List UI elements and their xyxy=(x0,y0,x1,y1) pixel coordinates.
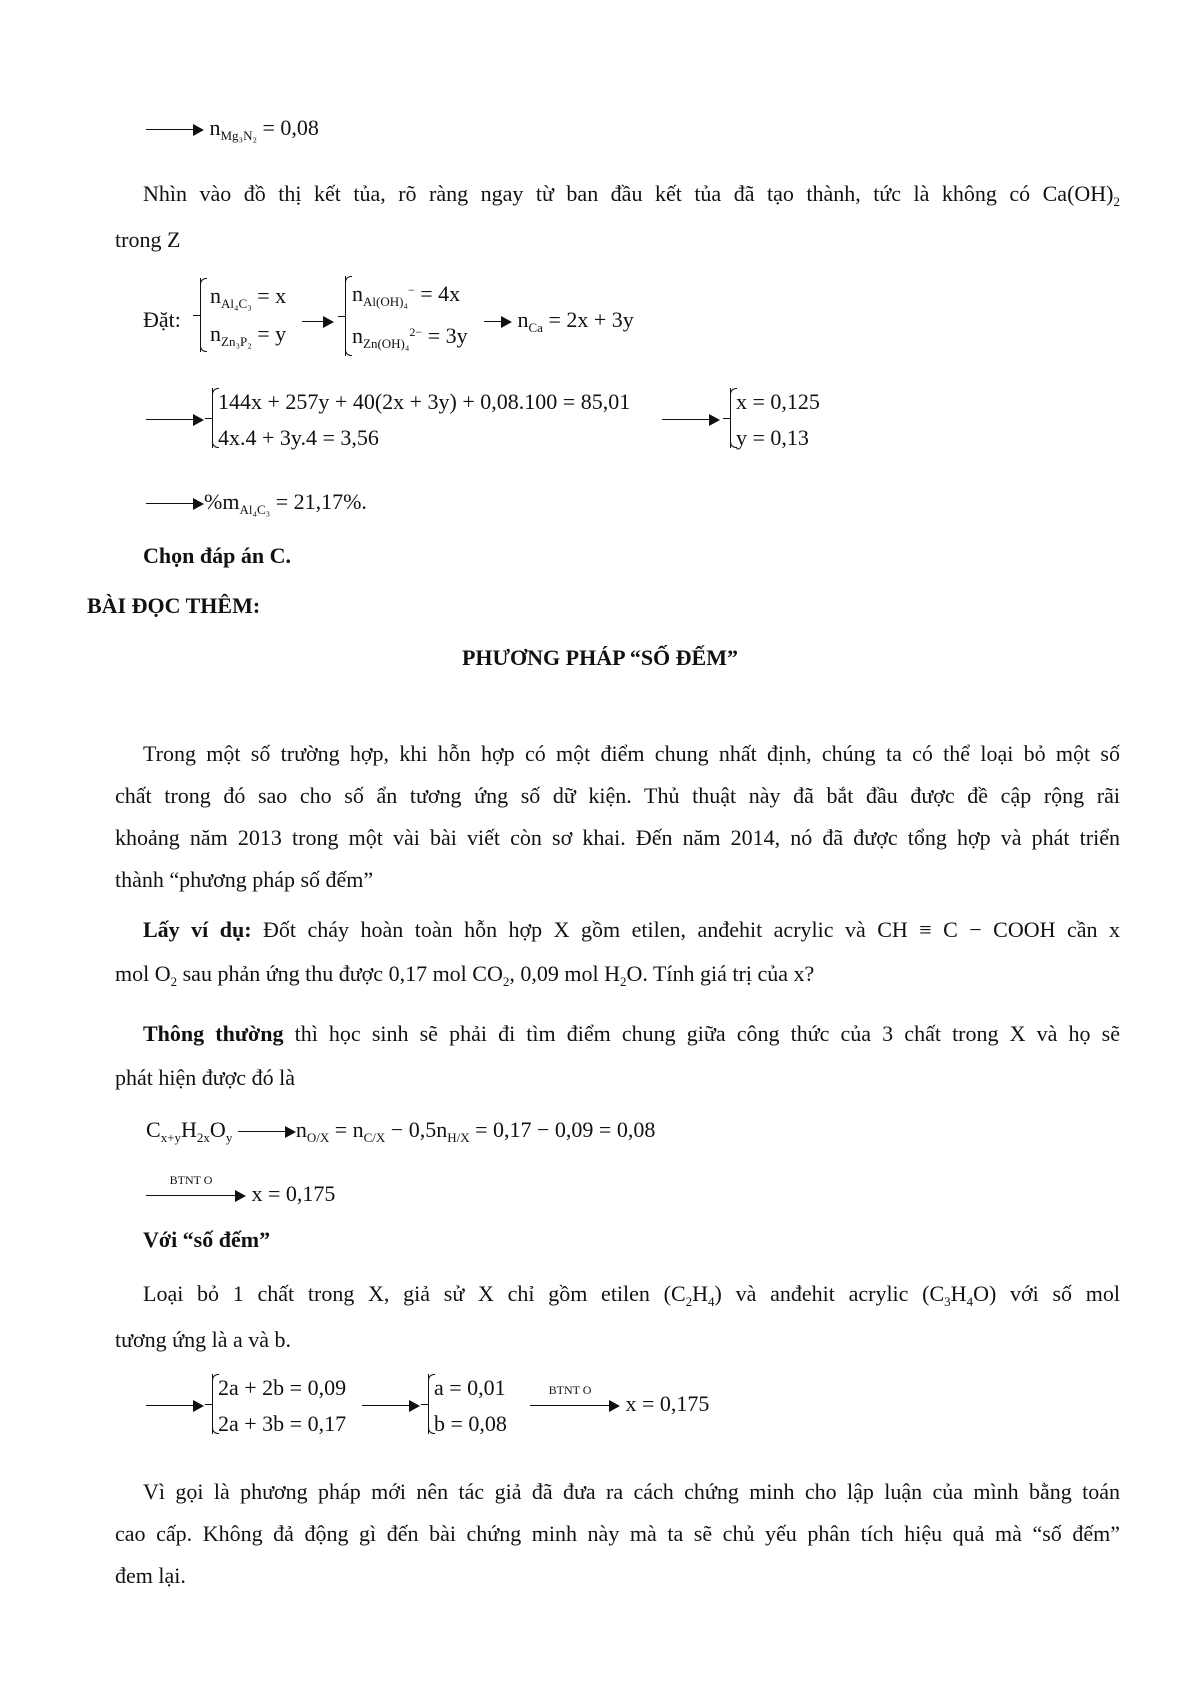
arrow-label: BTNT O xyxy=(548,1382,592,1397)
subscript: 2 xyxy=(620,974,627,989)
text: sau phản ứng thu được 0,17 mol CO xyxy=(177,961,503,986)
subscript: Al₄C₃ xyxy=(221,296,252,311)
text: − 0,5n xyxy=(390,1117,448,1142)
value: = 0,17 − 0,09 = 0,08 xyxy=(475,1117,656,1142)
subscript: 4 xyxy=(708,1294,715,1309)
mole-symbol: n xyxy=(209,115,221,140)
eq-sys2-result xyxy=(530,1382,710,1418)
eq-al-oh4 xyxy=(352,280,460,308)
subscript: C/X xyxy=(363,1130,386,1145)
sys1-sol1: x = 0,125 xyxy=(736,389,820,414)
arrow-icon xyxy=(238,1125,296,1139)
text: %m xyxy=(204,489,240,514)
subscript: O/X xyxy=(306,1130,330,1145)
text: n xyxy=(352,323,363,348)
arrow-icon xyxy=(146,123,204,137)
bold-lead: Lấy ví dụ: xyxy=(143,917,252,942)
text: H xyxy=(692,1281,709,1306)
arrow-icon xyxy=(146,497,204,511)
subscript: Mg₃N₂ xyxy=(220,128,258,143)
subscript: x+y xyxy=(160,1130,182,1145)
text: O xyxy=(209,1117,226,1142)
paragraph-line: đem lại. xyxy=(115,1563,186,1588)
arrow-icon xyxy=(146,1172,246,1203)
paragraph-line xyxy=(143,1280,1120,1308)
subscript: Al(OH)₄ xyxy=(363,294,408,309)
text: C xyxy=(146,1117,161,1142)
sys2-row2: 2a + 3b = 0,17 xyxy=(218,1411,347,1436)
subheading: Với “số đếm” xyxy=(143,1227,271,1252)
paragraph-line xyxy=(143,916,1120,944)
arrow-icon xyxy=(362,1399,420,1413)
value: = y xyxy=(257,321,287,346)
subscript: H/X xyxy=(447,1130,470,1145)
text: n xyxy=(352,281,363,306)
paragraph-line: tương ứng là a và b. xyxy=(115,1327,291,1352)
text: , 0,09 mol H xyxy=(509,961,620,986)
eq-percent xyxy=(146,488,367,516)
section-title: PHƯƠNG PHÁP “SỐ ĐẾM” xyxy=(461,645,738,670)
brace-icon xyxy=(428,1374,429,1434)
arrow-icon xyxy=(302,315,334,329)
arrow-icon xyxy=(662,413,720,427)
value: = 4x xyxy=(420,281,461,306)
text: Nhìn vào đồ thị kết tủa, rõ ràng ngay từ ban đầu kết tủa đã tạo thành, tức là không có Ca(OH) xyxy=(143,181,1114,206)
brace-icon xyxy=(730,388,731,448)
arrow-2 xyxy=(146,404,204,432)
paragraph-line: Vì gọi là phương pháp mới nên tác giả đã đưa ra cách chứng minh cho lập luận của mình bằng toán xyxy=(143,1479,1120,1504)
eq-btnt xyxy=(146,1172,336,1208)
value: = x xyxy=(257,283,287,308)
text: Đốt cháy hoàn toàn hỗn hợp X gồm etilen, anđehit acrylic và CH ≡ C − COOH cần x xyxy=(251,917,1120,942)
text: = n xyxy=(334,1117,364,1142)
sys1-sol2: y = 0,13 xyxy=(736,425,809,450)
paragraph-line: thành “phương pháp số đếm” xyxy=(115,867,374,892)
paragraph-line: Trong một số trường hợp, khi hỗn hợp có một điểm chung nhất định, chúng ta có thể loại bỏ một số xyxy=(143,741,1120,766)
eq-general-formula xyxy=(146,1116,655,1144)
arrow-icon xyxy=(484,315,512,329)
paragraph-line xyxy=(143,1020,1120,1048)
text: O. Tính giá trị của x? xyxy=(626,961,815,986)
text: ) và anđehit acrylic (C xyxy=(714,1281,945,1306)
text: H xyxy=(950,1281,967,1306)
subscript: 2x xyxy=(196,1130,210,1145)
text: O) với số mol xyxy=(973,1281,1120,1306)
subscript: 4 xyxy=(966,1294,974,1309)
subscript: 3 xyxy=(944,1294,951,1309)
text: thì học sinh sẽ phải đi tìm điểm chung giữa công thức của 3 chất trong X và họ sẽ xyxy=(283,1021,1120,1046)
text: n xyxy=(295,1117,307,1142)
superscript: 2− xyxy=(409,325,423,339)
text: n xyxy=(210,283,221,308)
section-heading: BÀI ĐỌC THÊM: xyxy=(87,593,261,618)
dat-label: Đặt: xyxy=(143,307,181,332)
text: H xyxy=(181,1117,197,1142)
brace-icon xyxy=(200,278,201,352)
paragraph-line: chất trong đó sao cho số ẩn tương ứng số dữ kiện. Thủ thuật này đã bắt đầu được đề cập rộng rãi xyxy=(115,783,1120,808)
subscript: Al₄C₃ xyxy=(239,502,271,517)
value: x = 0,175 xyxy=(625,1391,710,1416)
text: mol O xyxy=(115,961,171,986)
superscript: − xyxy=(407,283,415,297)
sys2-row1: 2a + 2b = 0,09 xyxy=(218,1375,347,1400)
subscript: 2 xyxy=(170,974,178,989)
sys1-row1: 144x + 257y + 40(2x + 3y) + 0,08.100 = 85,01 xyxy=(218,389,631,414)
subscript: 2 xyxy=(685,1294,693,1309)
bold-lead: Thông thường xyxy=(143,1021,284,1046)
subscript: Ca xyxy=(528,320,543,335)
eq-ca xyxy=(484,306,634,334)
eq-zn3p2 xyxy=(210,320,286,348)
paragraph-line xyxy=(115,960,814,988)
paragraph-line: phát hiện được đó là xyxy=(115,1065,295,1090)
arrow-4 xyxy=(146,1390,204,1418)
text: Loại bỏ 1 chất trong X, giả sử X chỉ gồm etilen (C xyxy=(143,1281,686,1306)
subscript: 2 xyxy=(502,974,510,989)
value: = 0,08 xyxy=(262,115,319,140)
text: n xyxy=(210,321,221,346)
value: = 21,17%. xyxy=(275,489,367,514)
arrow-5 xyxy=(362,1390,420,1418)
arrow-label: BTNT O xyxy=(169,1172,213,1187)
arrow-icon xyxy=(530,1382,620,1413)
paragraph-line: khoảng năm 2013 trong một vài bài viết còn sơ khai. Đến năm 2014, nó đã được tổng hợp và phát triển xyxy=(115,825,1120,850)
arrow-icon xyxy=(146,1399,204,1413)
paragraph-line: cao cấp. Không đả động gì đến bài chứng minh này mà ta sẽ chủ yếu phân tích hiệu quả mà “số đếm” xyxy=(115,1521,1120,1546)
subscript: Zn₃P₂ xyxy=(221,334,252,349)
answer-line: Chọn đáp án C. xyxy=(143,543,291,568)
arrow-3 xyxy=(662,404,720,432)
brace-icon xyxy=(212,1374,213,1434)
sys1-row2: 4x.4 + 3y.4 = 3,56 xyxy=(218,425,379,450)
arrow-1 xyxy=(302,306,334,334)
eq-mg3n2 xyxy=(146,114,319,142)
eq-al4c3 xyxy=(210,282,286,310)
subscript: y xyxy=(225,1130,233,1145)
brace-icon xyxy=(345,276,346,356)
value: x = 0,175 xyxy=(251,1181,336,1206)
text: n xyxy=(517,307,529,332)
brace-icon xyxy=(212,388,213,448)
paragraph-line xyxy=(143,180,1120,208)
value: = 3y xyxy=(427,323,468,348)
subscript: 2 xyxy=(1113,194,1120,209)
sys2-sol2: b = 0,08 xyxy=(434,1411,507,1436)
sys2-sol1: a = 0,01 xyxy=(434,1375,506,1400)
subscript: Zn(OH)₄ xyxy=(363,336,410,351)
eq-zn-oh4 xyxy=(352,322,468,350)
value: = 2x + 3y xyxy=(548,307,634,332)
arrow-icon xyxy=(146,413,204,427)
paragraph-line: trong Z xyxy=(115,227,181,252)
